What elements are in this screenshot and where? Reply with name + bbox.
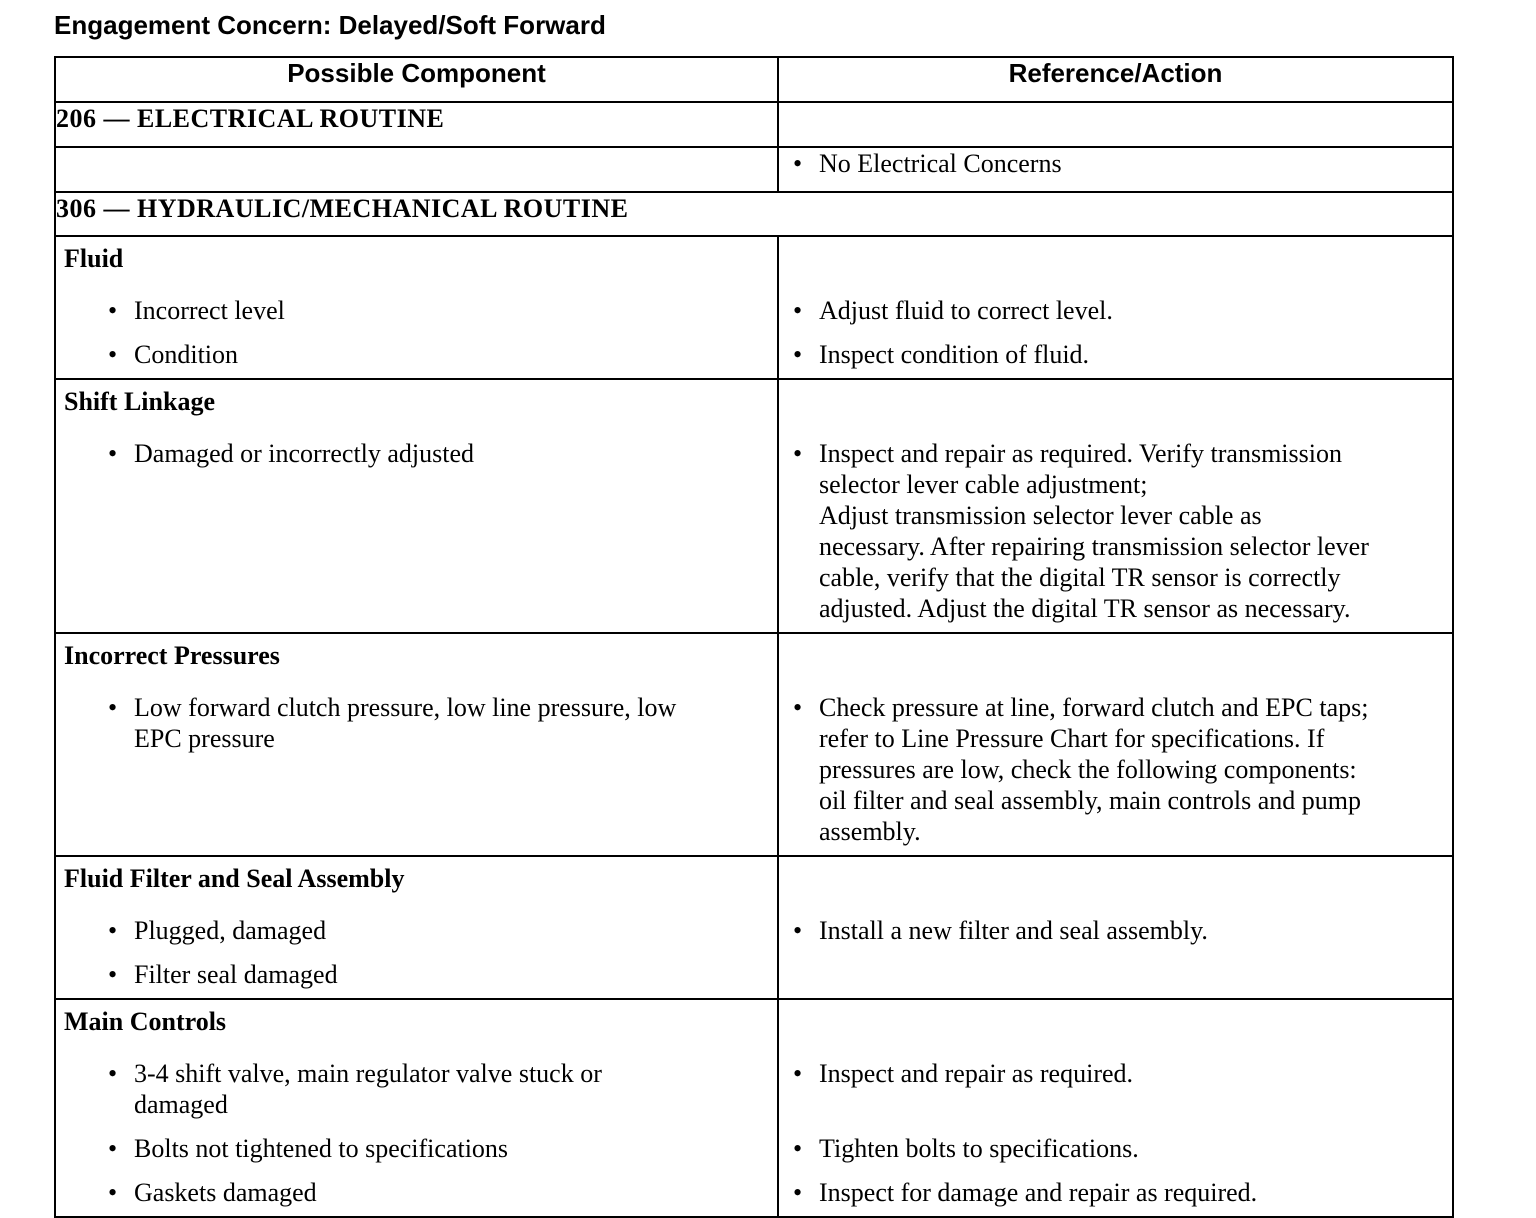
empty-cell: [778, 102, 1453, 147]
list-item: [56, 1133, 777, 1164]
action-text: Install a new filter and seal assembly.: [819, 916, 1208, 945]
bullet-icon: •: [793, 1178, 803, 1207]
bullet-icon: •: [108, 1178, 118, 1207]
table-row-shift-linkage: [55, 379, 1453, 633]
action-line: pressures are low, check the following components:: [819, 755, 1357, 784]
component-text: Condition: [134, 340, 239, 369]
bullet-icon: •: [793, 296, 803, 325]
category-heading: Incorrect Pressures: [64, 641, 280, 670]
component-cell: [55, 633, 778, 856]
component-cell: [55, 236, 778, 379]
bullet-icon: •: [793, 693, 803, 722]
action-text: Inspect for damage and repair as required.: [819, 1178, 1258, 1207]
action-text: No Electrical Concerns: [819, 149, 1062, 178]
table-row-main-controls: [55, 999, 1453, 1217]
component-text: Gaskets damaged: [134, 1178, 317, 1207]
list-item: [56, 339, 777, 370]
list-item: [56, 959, 777, 990]
bullet-icon: •: [793, 1059, 803, 1088]
bullet-icon: •: [793, 439, 803, 468]
bullet-icon: •: [793, 1134, 803, 1163]
list-item: [56, 692, 777, 754]
bullet-icon: •: [793, 340, 803, 369]
list-item: [779, 295, 1452, 326]
component-line: 3-4 shift valve, main regulator valve stuck or: [134, 1059, 602, 1088]
list-item: [56, 1058, 777, 1120]
action-cell: [778, 633, 1453, 856]
action-cell: [778, 999, 1453, 1217]
action-cell: [778, 147, 1453, 192]
table-header-row: [55, 57, 1453, 102]
component-text: Incorrect level: [134, 296, 285, 325]
bullet-icon: •: [108, 916, 118, 945]
category-heading: Shift Linkage: [64, 387, 215, 416]
action-line: adjusted. Adjust the digital TR sensor as necessary.: [819, 594, 1351, 623]
bullet-icon: •: [108, 1134, 118, 1163]
table-row-fluid-filter: [55, 856, 1453, 999]
category-heading: Fluid Filter and Seal Assembly: [64, 864, 405, 893]
action-line: selector lever cable adjustment;: [819, 470, 1148, 499]
bullet-icon: •: [108, 693, 118, 722]
action-line: necessary. After repairing transmission selector lever: [819, 532, 1369, 561]
component-cell: [55, 999, 778, 1217]
action-cell: [778, 379, 1453, 633]
routine-heading-hydraulic: 306 — HYDRAULIC/MECHANICAL ROUTINE: [55, 192, 1453, 236]
list-item: [56, 438, 777, 469]
component-text: Filter seal damaged: [134, 960, 338, 989]
bullet-icon: •: [108, 296, 118, 325]
list-item: [779, 1058, 1452, 1089]
bullet-icon: •: [108, 340, 118, 369]
header-possible-component: Possible Component: [55, 57, 778, 102]
bullet-icon: •: [108, 960, 118, 989]
list-item: [779, 1133, 1452, 1164]
bullet-icon: •: [793, 916, 803, 945]
action-line: oil filter and seal assembly, main controls and pump: [819, 786, 1362, 815]
component-cell: [55, 379, 778, 633]
list-item: [56, 295, 777, 326]
empty-cell: [55, 147, 778, 192]
table-row-incorrect-pressures: [55, 633, 1453, 856]
list-item: [779, 339, 1452, 370]
bullet-icon: •: [108, 439, 118, 468]
list-item: [779, 915, 1452, 946]
action-line: Check pressure at line, forward clutch and EPC taps;: [819, 693, 1369, 722]
action-line: refer to Line Pressure Chart for specifications. If: [819, 724, 1325, 753]
table-row-fluid: [55, 236, 1453, 379]
component-cell: [55, 856, 778, 999]
action-line: cable, verify that the digital TR sensor is correctly: [819, 563, 1341, 592]
routine-row-hydraulic: [55, 192, 1453, 236]
list-item: [779, 438, 1452, 624]
table-row: [55, 147, 1453, 192]
component-text: Bolts not tightened to specifications: [134, 1134, 509, 1163]
category-heading: Main Controls: [64, 1007, 227, 1036]
action-cell: [778, 236, 1453, 379]
category-heading: Fluid: [64, 244, 124, 273]
component-line: damaged: [134, 1090, 228, 1119]
action-line: Inspect and repair as required. Verify transmission: [819, 439, 1342, 468]
action-text: Inspect condition of fluid.: [819, 340, 1090, 369]
list-item: [779, 1177, 1452, 1208]
action-text: Tighten bolts to specifications.: [819, 1134, 1139, 1163]
diagnosis-table: [54, 56, 1454, 1218]
list-item: [779, 148, 1452, 179]
page-title: Engagement Concern: Delayed/Soft Forward: [54, 10, 606, 40]
action-text: Adjust fluid to correct level.: [819, 296, 1113, 325]
routine-heading-electrical: 206 — ELECTRICAL ROUTINE: [55, 102, 778, 147]
list-item: [56, 1177, 777, 1208]
list-item: [779, 692, 1452, 847]
component-text: Plugged, damaged: [134, 916, 327, 945]
bullet-icon: •: [108, 1059, 118, 1088]
list-item: [56, 915, 777, 946]
component-line: EPC pressure: [134, 724, 275, 753]
routine-row-electrical: [55, 102, 1453, 147]
action-text: Inspect and repair as required.: [819, 1059, 1134, 1088]
action-cell: [778, 856, 1453, 999]
action-line: assembly.: [819, 817, 921, 846]
header-reference-action: Reference/Action: [778, 57, 1453, 102]
bullet-icon: •: [793, 149, 803, 178]
component-line: Low forward clutch pressure, low line pressure, low: [134, 693, 677, 722]
component-text: Damaged or incorrectly adjusted: [134, 439, 475, 468]
action-line: Adjust transmission selector lever cable as: [819, 501, 1262, 530]
